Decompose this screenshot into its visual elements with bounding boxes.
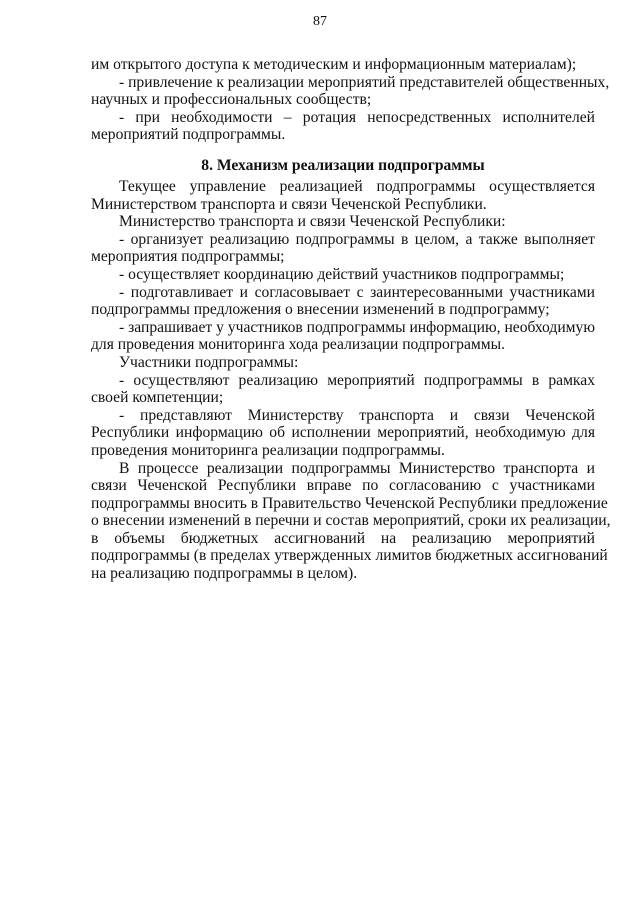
- text-line: подпрограммы (в пределах утвержденных лимитов бюджетных ассигнований: [91, 547, 608, 565]
- text-line: Министерство транспорта и связи Чеченской Республики:: [119, 213, 506, 231]
- text-line: - осуществляют реализацию мероприятий подпрограммы в рамках: [119, 371, 595, 389]
- text-line: научных и профессиональных сообществ;: [91, 91, 372, 109]
- text-line: - представляют Министерству транспорта и связи Чеченской: [119, 406, 595, 424]
- text-line: Республики информацию об исполнении мероприятий, необходимую для: [91, 424, 595, 442]
- text-line: своей компетенции;: [91, 389, 224, 407]
- text-line: проведения мониторинга реализации подпрограммы.: [91, 441, 445, 459]
- text-line: связи Чеченской Республики вправе по согласованию с участниками: [91, 477, 595, 495]
- text-line: подпрограммы вносить в Правительство Чеченской Республики предложение: [91, 494, 608, 512]
- text-line: мероприятий подпрограммы.: [91, 126, 286, 144]
- text-line: - привлечение к реализации мероприятий представителей общественных,: [119, 73, 610, 91]
- text-line: в объемы бюджетных ассигнований на реализацию мероприятий: [91, 529, 595, 547]
- text-line: - запрашивает у участников подпрограммы информацию, необходимую: [119, 318, 595, 336]
- text-line: для проведения мониторинга хода реализации подпрограммы.: [91, 336, 505, 354]
- section-heading: 8. Механизм реализации подпрограммы: [201, 157, 485, 174]
- text-line: подпрограммы предложения о внесении изменений в подпрограмму;: [91, 301, 550, 319]
- text-line: о внесении изменений в перечни и состав мероприятий, сроки их реализации,: [91, 512, 611, 530]
- text-line: - при необходимости – ротация непосредственных исполнителей: [119, 108, 595, 126]
- text-line: Министерством транспорта и связи Чеченской Республики.: [91, 195, 487, 213]
- page-number: 87: [313, 14, 327, 29]
- text-line: - осуществляет координацию действий участников подпрограммы;: [119, 265, 565, 283]
- text-line: им открытого доступа к методическим и информационным материалам);: [91, 56, 577, 73]
- text-line: - подготавливает и согласовывает с заинтересованными участниками: [119, 283, 595, 301]
- intro-text-block: [91, 56, 610, 144]
- text-line: на реализацию подпрограммы в целом).: [91, 565, 358, 583]
- text-line: мероприятия подпрограммы;: [91, 248, 285, 266]
- text-line: - организует реализацию подпрограммы в целом, а также выполняет: [119, 230, 595, 248]
- text-line: Участники подпрограммы:: [119, 353, 299, 371]
- section-body-text: [91, 178, 611, 583]
- text-line: Текущее управление реализацией подпрограммы осуществляется: [119, 178, 595, 195]
- text-line: В процессе реализации подпрограммы Министерство транспорта и: [119, 459, 595, 477]
